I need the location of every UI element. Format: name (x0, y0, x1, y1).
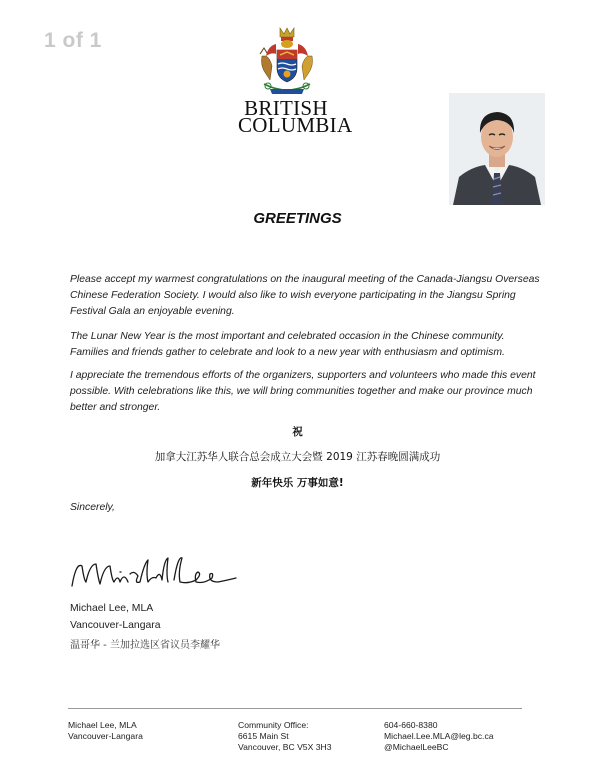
footer-email: Michael.Lee.MLA@leg.bc.ca (384, 731, 494, 741)
chinese-greeting-line-1: 祝 (292, 426, 303, 438)
footer-office-column (238, 720, 331, 753)
footer-phone: 604-660-8380 (384, 720, 438, 730)
footer-contact-column (384, 720, 494, 753)
signatory-chinese-title: 温哥华 - 兰加拉选区省议员李耀华 (70, 640, 220, 651)
logo-wordmark-line1: BRITISH (244, 96, 328, 120)
letter-paragraph-1: Please accept my warmest congratulations on the inaugural meeting of the Canada-Jiangsu Overseas Chinese Federation Society. I would also like to wish everyone participating in the Jiangsu Spring Festival Gala an enjoyable evening. (70, 274, 540, 317)
footer-divider (68, 708, 522, 709)
letter-paragraph-2: The Lunar New Year is the most important and celebrated occasion in the Chinese community. Families and friends gather to celebrate and look to a new year with enthusiasm and optimism. (70, 331, 505, 358)
bc-coat-of-arms-icon (254, 26, 320, 96)
chinese-greeting-line-3: 新年快乐 万事如意! (251, 477, 344, 489)
footer-twitter-handle: @MichaelLeeBC (384, 742, 449, 752)
footer-office-label: Community Office: (238, 720, 309, 730)
footer-mla-name: Michael Lee, MLA (68, 720, 137, 730)
signatory-riding: Vancouver-Langara (70, 620, 161, 631)
mla-portrait-photo (449, 93, 545, 205)
page-counter: 1 of 1 (44, 29, 102, 52)
footer-office-street: 6615 Main St (238, 731, 289, 741)
logo-wordmark-line2: COLUMBIA (238, 113, 353, 137)
signatory-name: Michael Lee, MLA (70, 603, 154, 614)
handwritten-signature (68, 552, 240, 596)
letter-heading: GREETINGS (253, 210, 342, 227)
letter-paragraph-3: I appreciate the tremendous efforts of the organizers, supporters and volunteers who made this event possible. With celebrations like this, we will bring communities together and make our province much better and stronger. (70, 370, 536, 413)
chinese-greeting-line-2: 加拿大江苏华人联合总会成立大会暨 2019 江苏春晚圆满成功 (154, 451, 441, 463)
footer-mla-riding: Vancouver-Langara (68, 731, 143, 741)
footer-office-city: Vancouver, BC V5X 3H3 (238, 742, 332, 752)
footer-mla-column (68, 720, 143, 742)
letter-closing: Sincerely, (70, 502, 115, 513)
